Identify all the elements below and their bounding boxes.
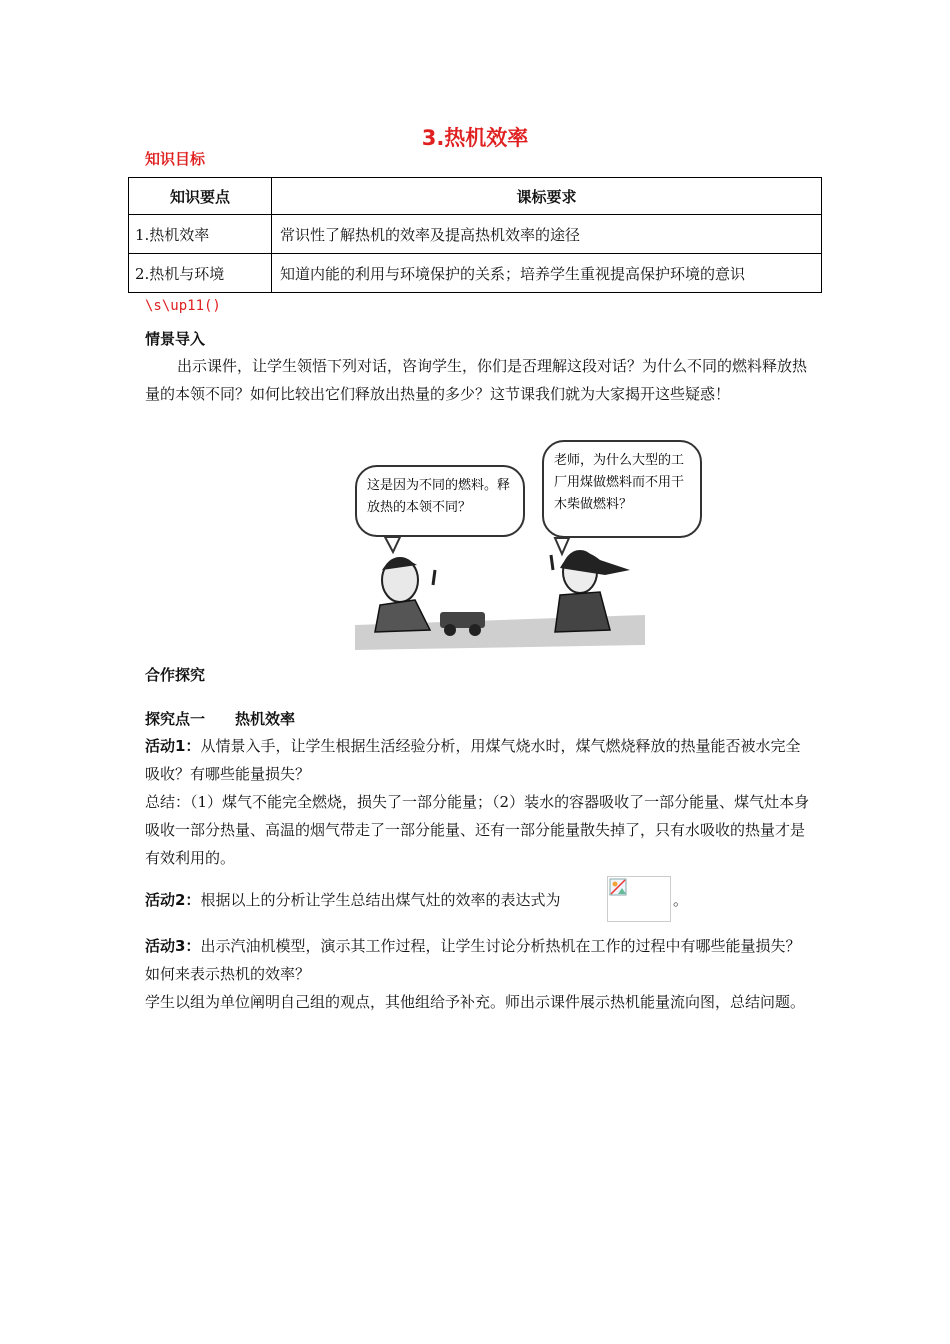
activity3-text: 出示汽油机模型，演示其工作过程，让学生讨论分析热机在工作的过程中有哪些能量损失？如何来表示热机的效率？ (145, 937, 801, 983)
activity2-paragraph (145, 886, 615, 914)
activity2-label: 活动2： (145, 891, 201, 909)
table-header-cell: 知识要点 (129, 178, 272, 215)
table-header-row (129, 178, 822, 215)
table-row (129, 215, 822, 254)
activity2-end-punctuation: 。 (673, 891, 689, 909)
activity3-label: 活动3： (145, 937, 201, 955)
activity1-label: 活动1： (145, 737, 201, 755)
speech-bubble-left: 这是因为不同的燃料。释放热的本领不同？ (355, 465, 525, 537)
intro-heading: 情景导入 (145, 330, 206, 348)
activity3-paragraph (145, 932, 815, 988)
broken-image-icon (609, 878, 627, 896)
page-title: 3.热机效率 (421, 126, 529, 150)
field-code-text: \s\up11() (145, 298, 221, 314)
table-cell: 知道内能的利用与环境保护的关系；培养学生重视提高保护环境的意识 (272, 254, 822, 293)
dialogue-illustration (355, 440, 685, 650)
point1-heading: 探究点一 热机效率 (145, 710, 296, 728)
knowledge-table (128, 177, 822, 293)
activity2-text: 根据以上的分析让学生总结出煤气灶的效率的表达式为 (200, 891, 561, 909)
knowledge-goals-heading: 知识目标 (145, 150, 206, 168)
table-row (129, 254, 822, 293)
formula-image-placeholder (607, 876, 671, 922)
coop-heading: 合作探究 (145, 666, 206, 684)
table-cell: 2.热机与环境 (129, 254, 272, 293)
summary-paragraph: 总结：（1）煤气不能完全燃烧，损失了一部分能量；（2）装水的容器吸收了一部分能量、煤气灶本身吸收一部分热量、高温的烟气带走了一部分能量、还有一部分能量散失掉了，只有水吸收的热量才是有效利用的。 (145, 793, 810, 867)
table-header-cell: 课标要求 (272, 178, 822, 215)
table-cell: 1.热机效率 (129, 215, 272, 254)
speech-bubble-right: 老师，为什么大型的工厂用煤做燃料而不用干木柴做燃料？ (542, 440, 702, 538)
activity1-text: 从情景入手，让学生根据生活经验分析，用煤气烧水时，煤气燃烧释放的热量能否被水完全吸收？有哪些能量损失？ (145, 737, 801, 783)
activity3-followup: 学生以组为单位阐明自己组的观点，其他组给予补充。师出示课件展示热机能量流向图，总结问题。 (145, 993, 806, 1011)
intro-paragraph: 出示课件，让学生领悟下列对话，咨询学生，你们是否理解这段对话？为什么不同的燃料释放热量的本领不同？如何比较出它们释放出热量的多少？这节课我们就为大家揭开这些疑惑！ (145, 357, 808, 403)
activity1-paragraph (145, 732, 815, 788)
table-cell: 常识性了解热机的效率及提高热机效率的途径 (272, 215, 822, 254)
